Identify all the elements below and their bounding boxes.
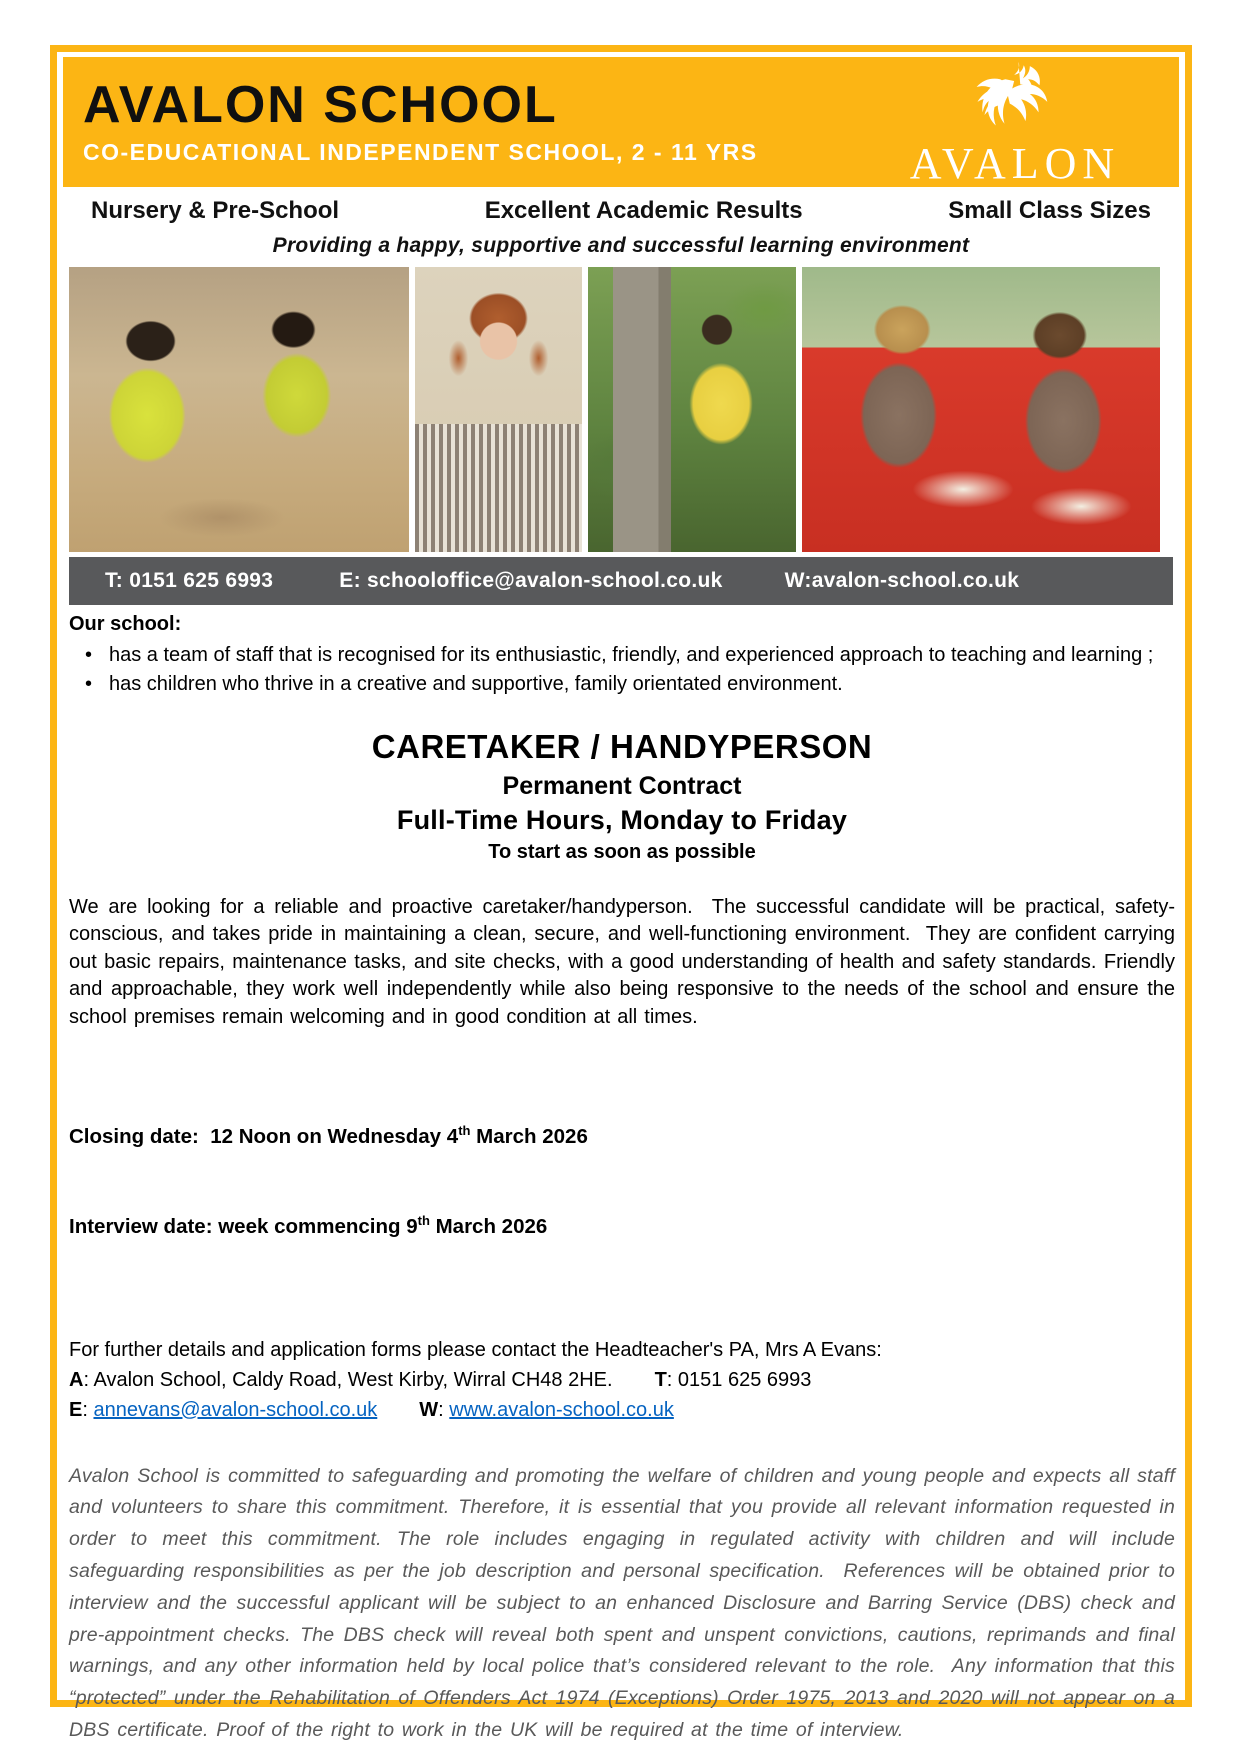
application-address-line bbox=[69, 1365, 1175, 1395]
key-dates bbox=[69, 1063, 1175, 1301]
document-frame bbox=[50, 45, 1192, 1741]
highlight-academic: Excellent Academic Results bbox=[484, 197, 803, 224]
interview-date-line bbox=[69, 1212, 1175, 1242]
job-contract: Permanent Contract bbox=[502, 772, 742, 800]
bullet-icon: • bbox=[85, 673, 93, 695]
photo-girl-drawing bbox=[415, 267, 582, 552]
our-school-bullets bbox=[69, 642, 1175, 698]
email-label: E bbox=[69, 1398, 83, 1421]
job-description: We are looking for a reliable and proactive caretaker/handyperson. The successful candidate will be practical, safety-conscious, and takes pride in maintaining a clean, secure, and well-functioning environment. They are confident carrying out basic repairs, maintenance tasks, and site checks, with a good understanding of health and safety standards. Friendly and approachable, they work well independently while also being responsive to the needs of the school and ensure the school premises remain welcoming and in good condition at all times. bbox=[69, 896, 1183, 1028]
website-link[interactable]: www.avalon-school.co.uk bbox=[449, 1398, 674, 1421]
bullet-text-staff: has a team of staff that is recognised for its enthusiastic, friendly, and experienced approach to teaching and learning ; bbox=[109, 644, 1154, 666]
photo-girls-table bbox=[802, 267, 1160, 552]
contact-bar-email: E: schooloffice@avalon-school.co.uk bbox=[339, 569, 723, 592]
tagline: Providing a happy, supportive and successful learning environment bbox=[272, 234, 970, 257]
job-hours: Full-Time Hours, Monday to Friday bbox=[396, 805, 848, 835]
interview-date-text: Interview date: week commencing 9 bbox=[69, 1214, 418, 1238]
safeguarding-statement: Avalon School is committed to safeguarding and promoting the welfare of children and young people and expects all staff and volunteers to share this commitment. Therefore, it is essential that you provide all relevant information requested in order to meet this commitment. The role includes engaging in regulated activity with children and will include safeguarding responsibilities as per the job description and personal specification. References will be obtained prior to interview and the successful applicant will be subject to an enhanced Disclosure and Barring Service (DBS) check and pre-appointment checks. The DBS check will reveal both spent and unspent convictions, cautions, reprimands and final warnings, and any other information held by local police that’s considered relevant to the role. Any information that this “protected” under the Rehabilitation of Offenders Act 1974 (Exceptions) Order 1975, 2013 and 2020 will not appear on a DBS certificate. Proof of the right to work in the UK will be required at the time of interview. bbox=[69, 1464, 1183, 1741]
web-label: W bbox=[419, 1398, 439, 1421]
highlight-nursery: Nursery & Pre-School bbox=[91, 197, 340, 224]
phone-label: T bbox=[654, 1368, 667, 1391]
application-intro: For further details and application forms please contact the Headteacher's PA, Mrs A Evans: bbox=[69, 1338, 882, 1361]
school-name: AVALON SCHOOL bbox=[83, 76, 558, 135]
job-start-date: To start as soon as possible bbox=[488, 841, 756, 863]
masthead-text bbox=[83, 78, 758, 166]
job-heading-block bbox=[69, 728, 1175, 864]
school-logo bbox=[865, 58, 1165, 186]
closing-date-ordinal: th bbox=[458, 1123, 471, 1139]
address-label: A bbox=[69, 1368, 84, 1391]
document-body bbox=[63, 605, 1183, 1747]
photo-sand-play bbox=[69, 267, 409, 552]
phone-text: : 0151 625 6993 bbox=[666, 1368, 812, 1391]
masthead bbox=[63, 57, 1179, 187]
address-text: : Avalon School, Caldy Road, West Kirby, Wirral CH48 2HE. bbox=[83, 1368, 613, 1391]
application-details bbox=[69, 1335, 1175, 1425]
contact-bar-phone: T: 0151 625 6993 bbox=[105, 569, 274, 592]
closing-date-month: March 2026 bbox=[470, 1125, 588, 1149]
interview-date-ordinal: th bbox=[417, 1212, 430, 1228]
list-item bbox=[69, 642, 1175, 669]
bullet-text-children: has children who thrive in a creative and supportive, family orientated environment. bbox=[109, 673, 843, 695]
application-links-line bbox=[69, 1395, 1175, 1425]
logo-wordmark: AVALON bbox=[909, 139, 1121, 188]
highlight-class-sizes: Small Class Sizes bbox=[948, 197, 1151, 224]
email-separator: : bbox=[82, 1398, 94, 1421]
email-link[interactable]: annevans@avalon-school.co.uk bbox=[93, 1398, 378, 1421]
photo-boy-tree bbox=[588, 267, 796, 552]
contact-bar-website: W:avalon-school.co.uk bbox=[784, 569, 1020, 592]
list-item bbox=[69, 671, 1175, 698]
closing-date-text: Closing date: 12 Noon on Wednesday 4 bbox=[69, 1125, 459, 1149]
interview-date-month: March 2026 bbox=[429, 1214, 548, 1238]
highlights-row bbox=[63, 187, 1179, 227]
job-title: CARETAKER / HANDYPERSON bbox=[371, 728, 873, 765]
contact-bar bbox=[69, 557, 1173, 605]
web-separator: : bbox=[438, 1398, 450, 1421]
our-school-heading: Our school: bbox=[69, 613, 182, 635]
photo-strip bbox=[69, 267, 1173, 552]
school-subtitle: CO-EDUCATIONAL INDEPENDENT SCHOOL, 2 - 11 YRS bbox=[83, 138, 758, 165]
bullet-icon: • bbox=[85, 644, 93, 666]
closing-date-line bbox=[69, 1122, 1175, 1152]
